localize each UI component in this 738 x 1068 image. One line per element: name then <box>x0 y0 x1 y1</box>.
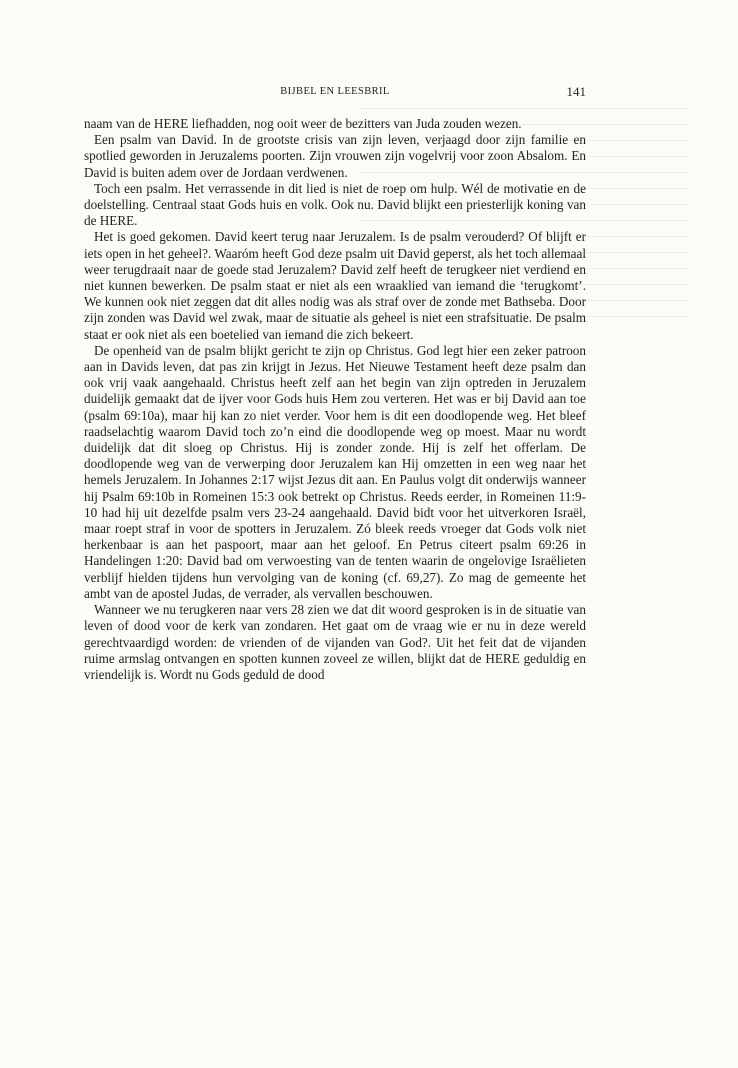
paragraph-goed-gekomen: Het is goed gekomen. David keert terug naar Jeruzalem. Is de psalm verouderd? Of blijft er iets open in het geheel?. Waaróm heeft God deze psalm uit David geperst, als het toch allemaal weer terugdraait naar de goede stad Jeruzalem? David zelf heeft de terugkeer niet verdiend en niet kunnen bewerken. De psalm staat er niet als een wraaklied van iemand die ‘terugkomt’. We kunnen ook niet zeggen dat dit alles nodig was als straf over de zonde met Bathseba. Door zijn zonden was David wel zwak, maar de situatie als geheel is niet een strafsituatie. De psalm staat er ook niet als een boetelied van iemand die zich bekeert. <box>84 229 586 342</box>
paragraph-openheid: De openheid van de psalm blijkt gericht te zijn op Christus. God legt hier een zeker patroon aan in Davids leven, dat pas zin krijgt in Jezus. Het Nieuwe Testament heeft deze psalm dan ook vrij vaak aangehaald. Christus heeft zelf aan het begin van zijn optreden in Jeruzalem duidelijk gemaakt dat de ijver voor Gods huis Hem zou verteren. Het was er bij David aan toe (psalm 69:10a), maar hij kan zo niet verder. Voor hem is dit een doodlopende weg. Het bleef raadselachtig waarom David toch zo’n eind die doodlopende weg op moest. Maar nu wordt duidelijk dat dit sloeg op Christus. Hij is zonder zonde. Hij is zelf het offerlam. De doodlopende weg van de verwerping door Jeruzalem kan Hij omzetten in een weg naar het hemels Jeruzalem. In Johannes 2:17 wijst Jezus dit aan. En Paulus volgt dit onderwijs wanneer hij Psalm 69:10b in Romeinen 15:3 ook betrekt op Christus. Reeds eerder, in Romeinen 11:9-10 had hij uit dezelfde psalm vers 23-24 aangehaald. David bidt voor het uitverkoren Israël, maar roept straf in voor de spotters in Jeruzalem. Zó bleek reeds vroeger dat Gods volk niet herkenbaar is aan het paspoort, maar aan het geloof. En Petrus citeert psalm 69:26 in Handelingen 1:20: David bad om verwoesting van de tenten waarin de ongelovige Israëlieten verblijf hielden tijdens hun vervolging van de koning (cf. 69,27). Zo mag de gemeente het ambt van de apostel Judas, de verrader, als vervallen beschouwen. <box>84 342 586 601</box>
paragraph-vers-28: Wanneer we nu terugkeren naar vers 28 zien we dat dit woord gesproken is in de situatie van leven of dood voor de kerk van zondaren. Het gaat om de vraag wie er nu in deze wereld gerechtvaardigd worden: de vrienden of de vijanden van God?. Uit het feit dat de vijanden ruime armslag ontvangen en spotten kunnen zoveel ze willen, blijkt dat de HERE geduldig en vriendelijk is. Wordt nu Gods geduld de dood <box>84 602 586 682</box>
page-number: 141 <box>566 84 586 99</box>
paragraph-toch-een-psalm: Toch een psalm. Het verrassende in dit lied is niet de roep om hulp. Wél de motivatie en de doelstelling. Centraal staat Gods huis en volk. Ook nu. David blijkt een priesterlijk koning van de HERE. <box>84 180 586 229</box>
paragraph-psalm-of-david: Een psalm van David. In de grootste crisis van zijn leven, verjaagd door zijn familie en spotlied geworden in Jeruzalems poorten. Zijn vrouwen zijn vogelvrij voor zoon Absalom. En David is buiten adem over de Jordaan verdwenen. <box>84 132 586 180</box>
body-text <box>84 116 586 683</box>
running-head: BIJBEL EN LEESBRIL <box>280 86 390 97</box>
book-page <box>84 84 586 683</box>
page-header <box>84 84 586 108</box>
paragraph-continued: naam van de HERE liefhadden, nog ooit weer de bezitters van Juda zouden wezen. <box>84 116 522 131</box>
